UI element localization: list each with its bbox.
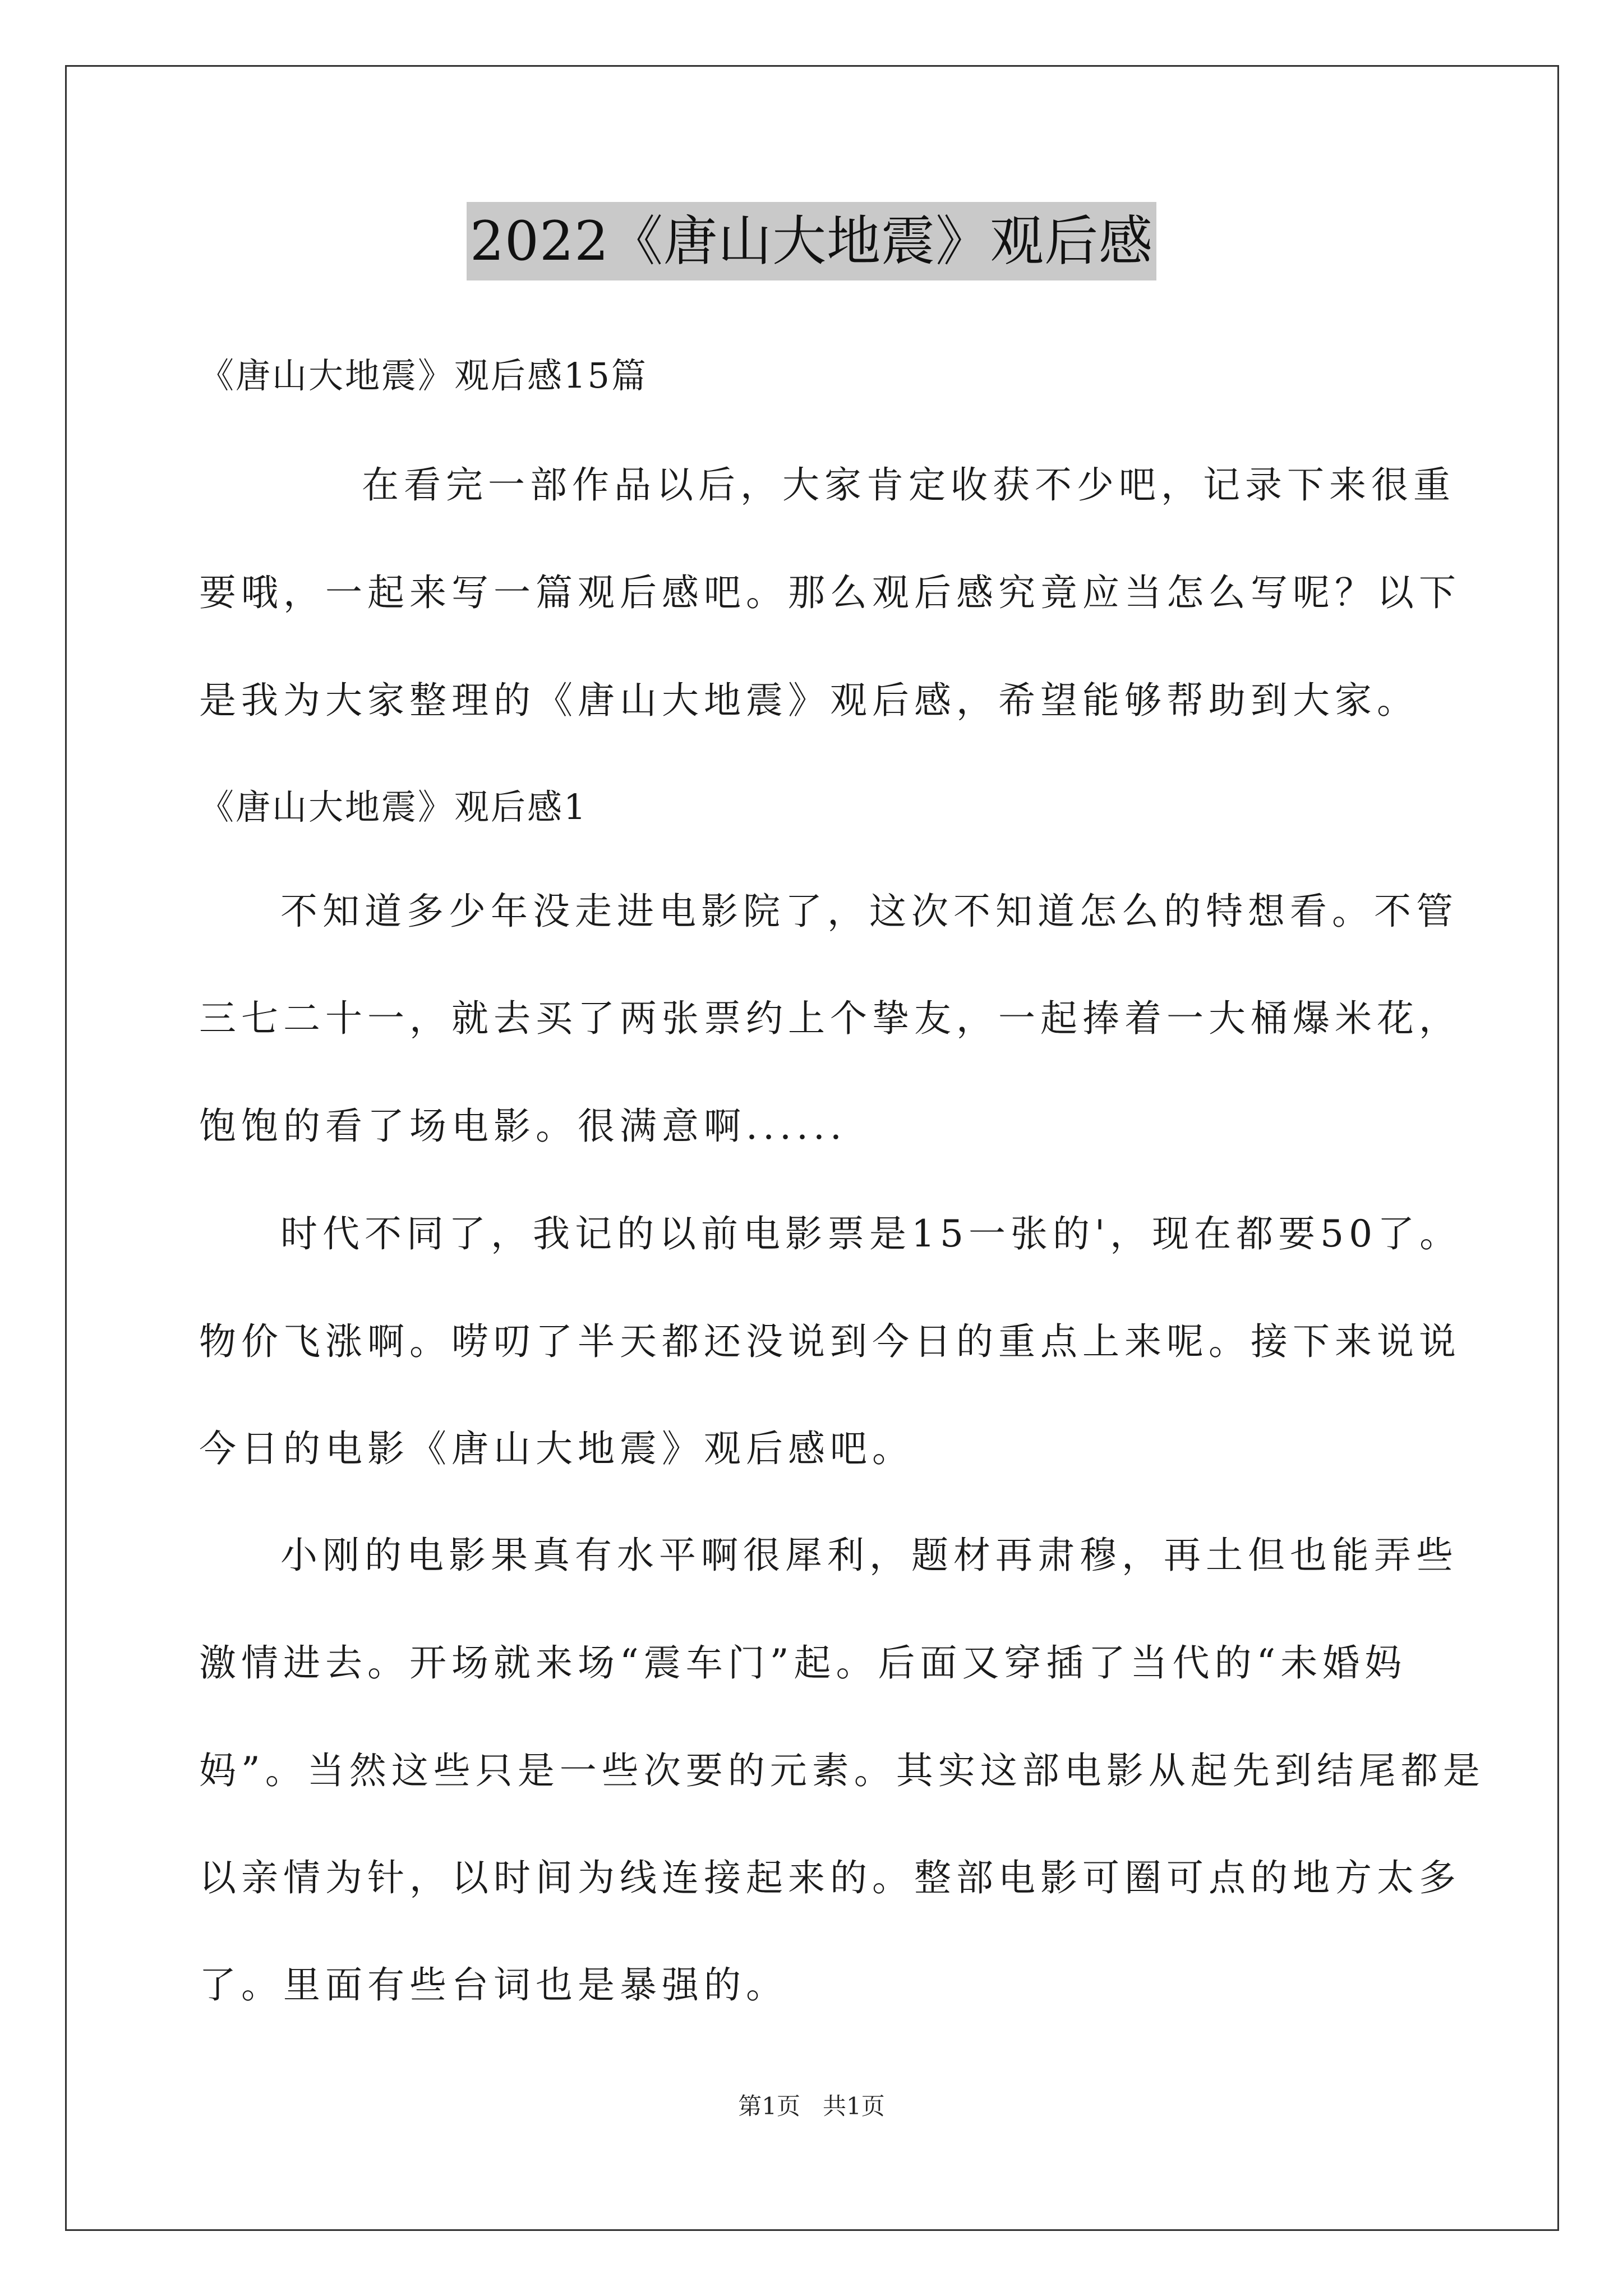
paragraph-line: 不知道多少年没走进电影院了，这次不知道怎么的特想看。不管 <box>280 890 1458 933</box>
paragraph-line: 物价飞涨啊。唠叨了半天都还没说到今日的重点上来呢。接下来说说 <box>199 1320 1461 1363</box>
paragraph-line: 了。里面有些台词也是暴强的。 <box>199 1963 788 2007</box>
title-container <box>0 202 1623 280</box>
paragraph-line: 饱饱的看了场电影。很满意啊...... <box>199 1105 847 1148</box>
document-title: 2022《唐山大地震》观后感 <box>467 202 1156 280</box>
paragraph-line: 小刚的电影果真有水平啊很犀利，题材再肃穆，再土但也能弄些 <box>280 1534 1458 1577</box>
paragraph-line: 今日的电影《唐山大地震》观后感吧。 <box>199 1427 914 1470</box>
paragraph-line: 激情进去。开场就来场“震车门”起。后面又穿插了当代的“未婚妈 <box>199 1641 1407 1685</box>
document-subtitle: 《唐山大地震》观后感15篇 <box>199 355 648 396</box>
page-total: 共1页 <box>823 2092 885 2120</box>
paragraph-line: 以亲情为针，以时间为线连接起来的。整部电影可圈可点的地方太多 <box>199 1856 1461 1899</box>
paragraph-line: 时代不同了，我记的以前电影票是15一张的'，现在都要50了。 <box>280 1212 1462 1255</box>
intro-line: 在看完一部作品以后，大家肯定收获不少吧，记录下来很重 <box>362 463 1455 507</box>
intro-line: 要哦，一起来写一篇观后感吧。那么观后感究竟应当怎么写呢？以下 <box>199 571 1461 614</box>
paragraph-line: 妈”。当然这些只是一些次要的元素。其实这部电影从起先到结尾都是 <box>199 1749 1485 1792</box>
page-footer <box>0 2090 1623 2123</box>
section-heading: 《唐山大地震》观后感1 <box>199 786 588 827</box>
intro-line: 是我为大家整理的《唐山大地震》观后感，希望能够帮助到大家。 <box>199 679 1419 722</box>
paragraph-line: 三七二十一，就去买了两张票约上个挚友，一起捧着一大桶爆米花， <box>199 997 1461 1040</box>
page-number: 第1页 <box>738 2092 800 2120</box>
